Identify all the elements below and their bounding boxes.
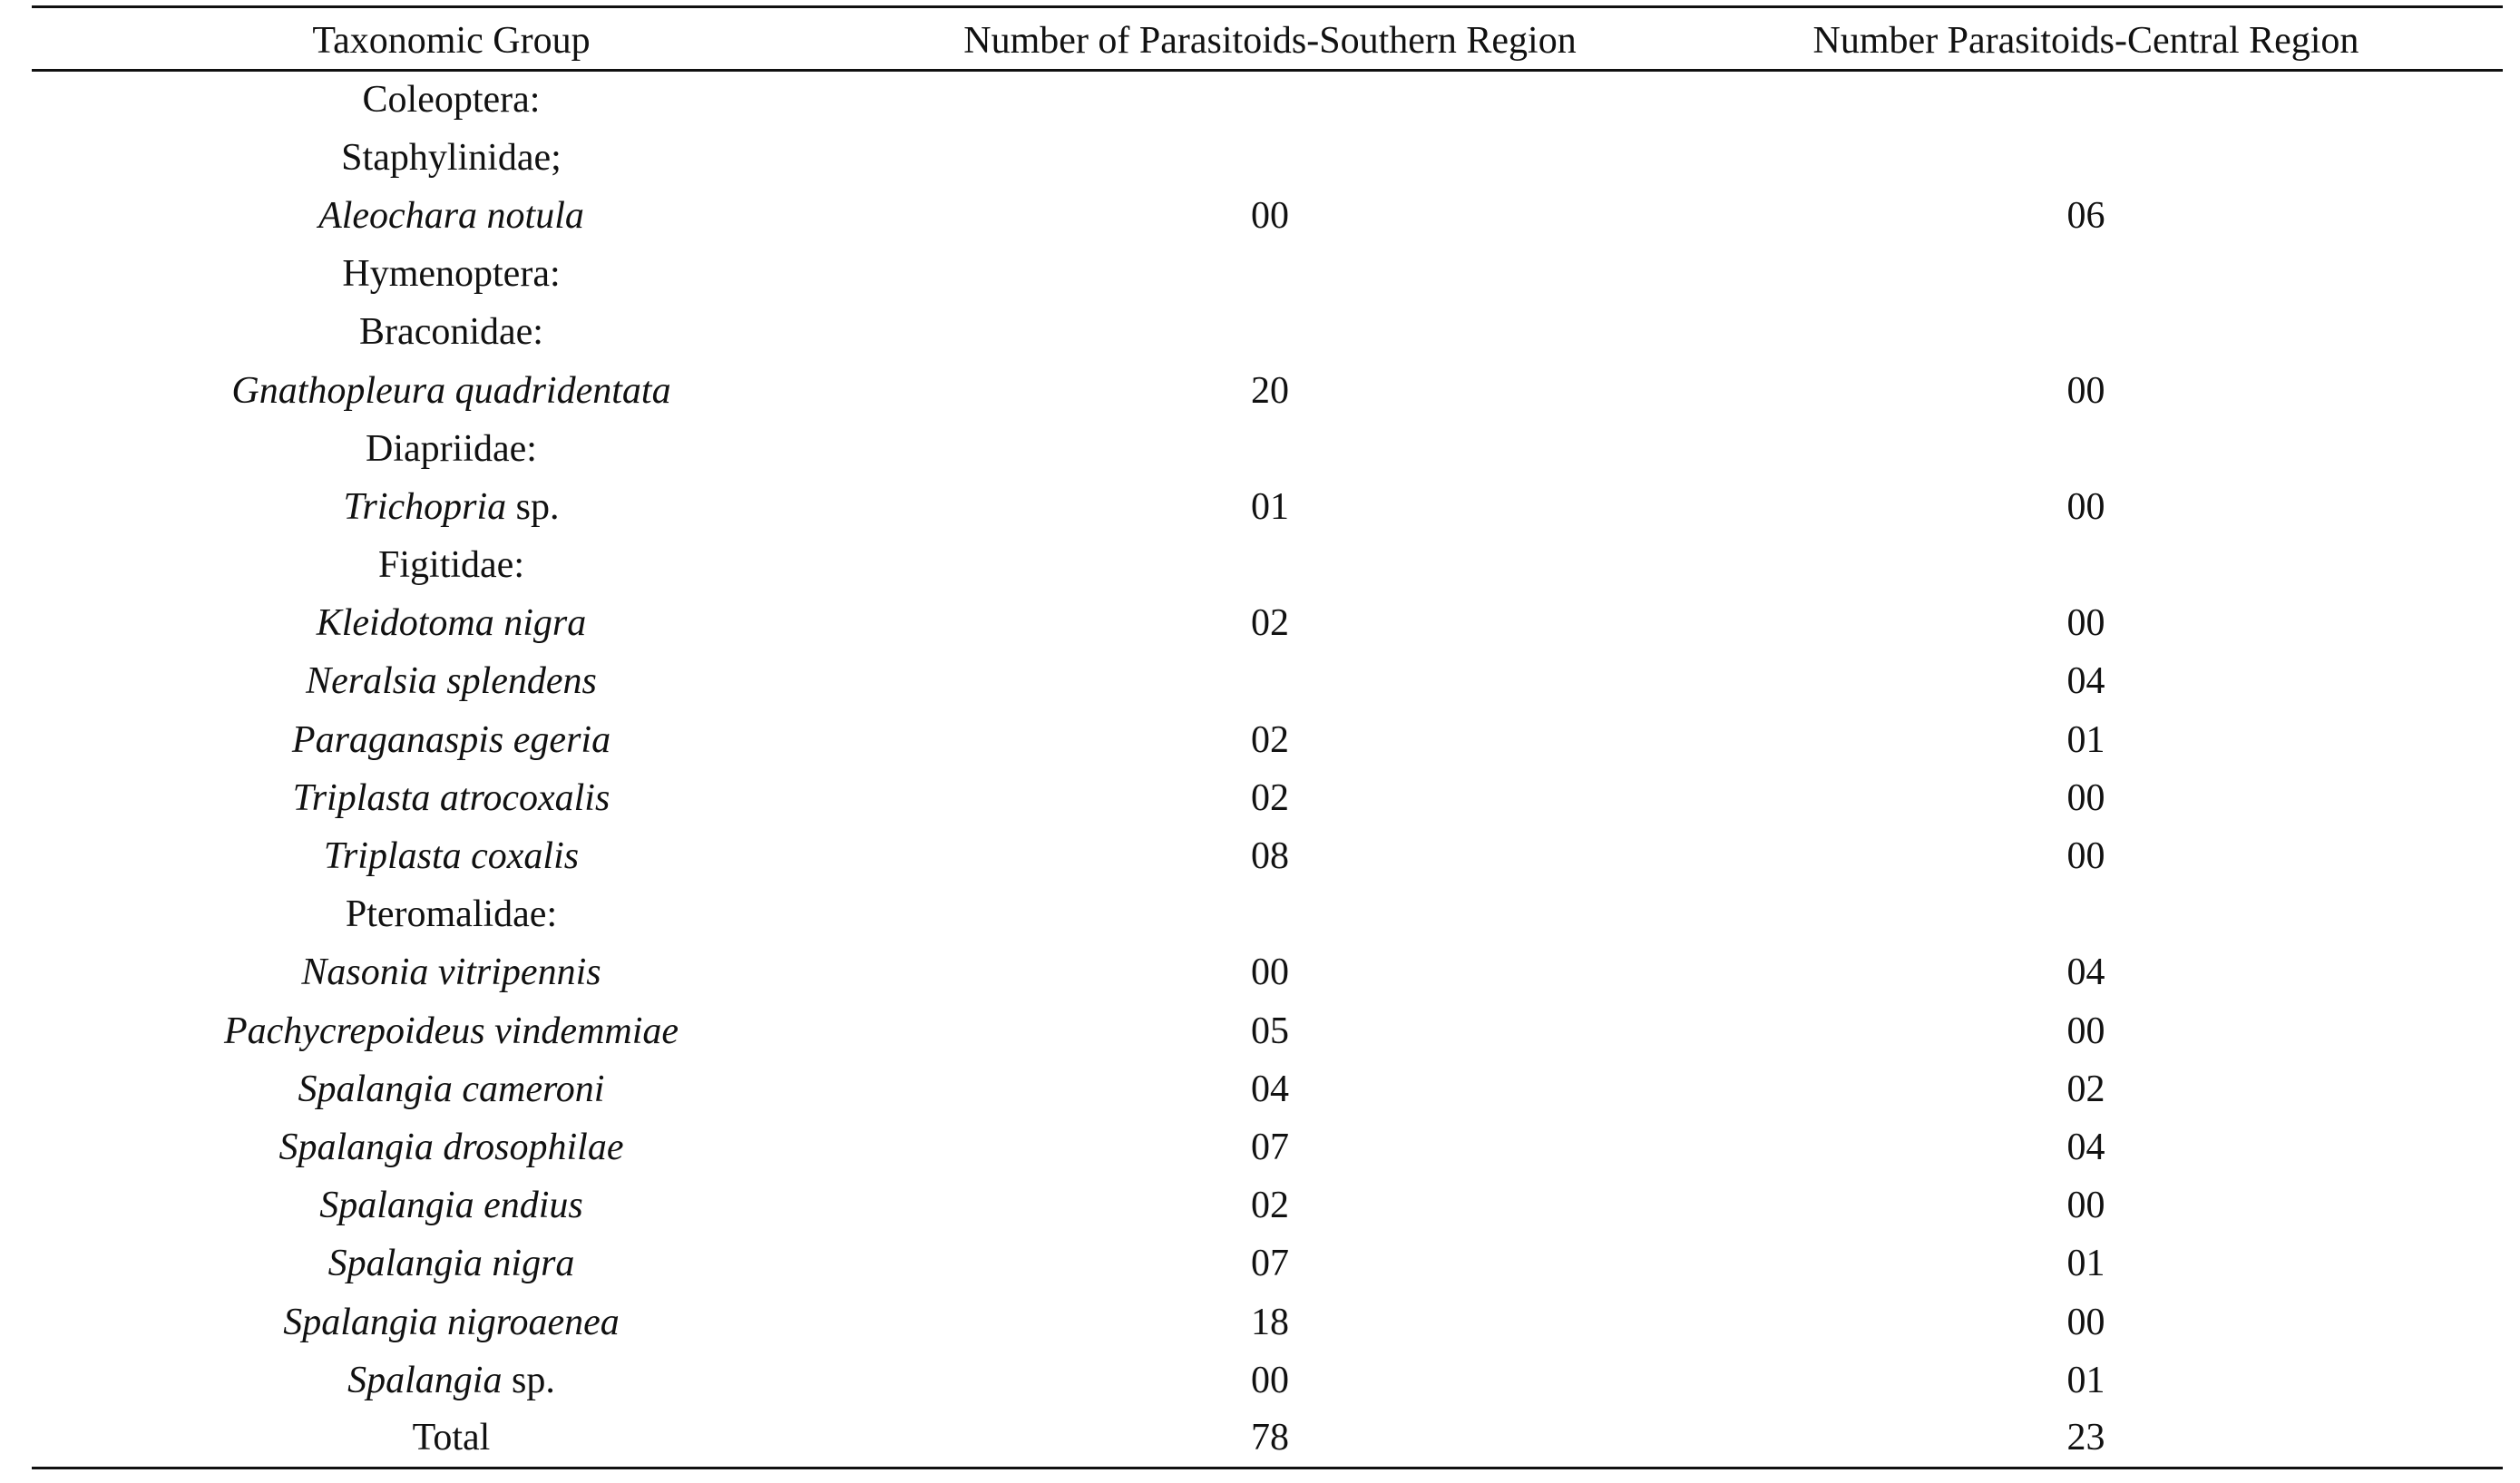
taxon-cell (32, 1002, 871, 1060)
species-name: Kleidotoma nigra (316, 602, 587, 645)
southern-count-cell: 07 (1251, 1126, 1289, 1168)
species-name: Trichopria (343, 485, 507, 528)
header-central-region: Number Parasitoids-Central Region (1669, 7, 2503, 71)
central-count-cell: 00 (2066, 1010, 2105, 1052)
central-count-cell (1669, 129, 2503, 187)
southern-count-cell: 78 (871, 1410, 1669, 1468)
central-count-cell: 23 (1669, 1410, 2503, 1468)
parasitoid-table (32, 5, 2503, 1469)
taxon-cell (32, 420, 871, 478)
central-count-cell: 04 (2066, 1126, 2105, 1168)
southern-count-cell: 07 (1251, 1243, 1289, 1285)
table-row (32, 1293, 2503, 1351)
central-count-cell: 00 (2066, 776, 2105, 819)
table-row (32, 245, 2503, 303)
species-name: Gnathopleura quadridentata (231, 369, 671, 412)
southern-count-cell: 02 (1251, 602, 1289, 645)
table-body (32, 71, 2503, 1468)
table-row (32, 1176, 2503, 1234)
species-name: Nasonia vitripennis (301, 951, 601, 994)
taxon-cell (32, 361, 871, 419)
southern-count-cell (871, 652, 1669, 710)
taxon-group-label: Diapriidae: (366, 427, 537, 470)
southern-count-cell (871, 129, 1669, 187)
taxon-cell (32, 1060, 871, 1118)
species-name: Aleochara notula (318, 194, 584, 237)
taxon-cell (32, 652, 871, 710)
southern-count-cell: 20 (1251, 369, 1289, 412)
southern-count-cell: 02 (1251, 718, 1289, 761)
header-taxonomic-group: Taxonomic Group (32, 7, 871, 71)
southern-count-cell (871, 245, 1669, 303)
taxon-cell (32, 1118, 871, 1176)
species-suffix: sp. (502, 1359, 555, 1401)
species-name: Spalangia cameroni (298, 1068, 605, 1110)
taxon-cell (32, 1351, 871, 1410)
central-count-cell: 00 (2066, 1301, 2105, 1343)
table-header (32, 7, 2503, 71)
taxon-cell (32, 885, 871, 943)
central-count-cell: 01 (2066, 1359, 2105, 1401)
southern-count-cell (871, 536, 1669, 594)
table-row (32, 478, 2503, 536)
central-count-cell (1669, 536, 2503, 594)
table-row (32, 1410, 2503, 1468)
central-count-cell: 00 (2066, 1185, 2105, 1227)
southern-count-cell: 00 (1251, 194, 1289, 237)
southern-count-cell: 18 (1251, 1301, 1289, 1343)
species-name: Triplasta coxalis (323, 835, 580, 878)
species-suffix: sp. (506, 485, 560, 528)
southern-count-cell: 05 (1251, 1010, 1289, 1052)
table-row (32, 187, 2503, 245)
central-count-cell (1669, 420, 2503, 478)
southern-count-cell: 08 (1251, 835, 1289, 878)
taxon-cell (32, 594, 871, 652)
taxon-cell (32, 129, 871, 187)
taxon-group-label: Braconidae: (359, 311, 543, 354)
taxon-cell (32, 827, 871, 885)
table-row (32, 769, 2503, 827)
species-name: Paraganaspis egeria (291, 718, 611, 761)
taxon-cell (32, 245, 871, 303)
taxon-cell (32, 536, 871, 594)
table-row (32, 711, 2503, 769)
species-name: Pachycrepoideus vindemmiae (223, 1010, 679, 1052)
taxon-cell (32, 943, 871, 1001)
table-row (32, 420, 2503, 478)
southern-count-cell: 01 (1251, 485, 1289, 528)
southern-count-cell: 04 (1251, 1068, 1289, 1110)
table-row (32, 885, 2503, 943)
species-name: Spalangia nigra (327, 1243, 575, 1285)
header-row (32, 7, 2503, 71)
taxon-group-label: Figitidae: (378, 544, 524, 587)
taxon-group-label: Staphylinidae; (341, 136, 562, 179)
taxon-group-label: Pteromalidae: (345, 893, 558, 936)
species-name: Triplasta atrocoxalis (292, 776, 610, 819)
table-row (32, 303, 2503, 361)
table-row (32, 594, 2503, 652)
southern-count-cell: 02 (1251, 776, 1289, 819)
central-count-cell: 00 (2066, 835, 2105, 878)
central-count-cell (1669, 245, 2503, 303)
southern-count-cell (871, 71, 1669, 129)
taxon-cell (32, 711, 871, 769)
table-row (32, 1118, 2503, 1176)
taxon-cell (32, 71, 871, 129)
taxon-cell (32, 1176, 871, 1234)
table-row (32, 652, 2503, 710)
southern-count-cell (871, 885, 1669, 943)
header-southern-region: Number of Parasitoids-Southern Region (871, 7, 1669, 71)
table-row (32, 361, 2503, 419)
taxon-cell (32, 1293, 871, 1351)
taxon-group-label: Coleoptera: (362, 79, 541, 122)
southern-count-cell: 02 (1251, 1185, 1289, 1227)
taxon-group-label: Total (412, 1417, 491, 1459)
species-name: Spalangia nigroaenea (283, 1301, 620, 1343)
table-row (32, 71, 2503, 129)
table-row (32, 129, 2503, 187)
species-name: Spalangia (347, 1359, 503, 1401)
central-count-cell: 00 (2066, 485, 2105, 528)
table-row (32, 536, 2503, 594)
taxon-cell (32, 187, 871, 245)
southern-count-cell: 00 (1251, 1359, 1289, 1401)
taxon-cell (32, 1234, 871, 1293)
table-row (32, 827, 2503, 885)
central-count-cell: 01 (2066, 718, 2105, 761)
table-row (32, 1351, 2503, 1410)
table-row (32, 1060, 2503, 1118)
table-row (32, 943, 2503, 1001)
central-count-cell (1669, 885, 2503, 943)
central-count-cell (1669, 71, 2503, 129)
central-count-cell: 04 (2066, 660, 2105, 703)
central-count-cell: 06 (2066, 194, 2105, 237)
table-row (32, 1002, 2503, 1060)
species-name: Spalangia drosophilae (278, 1126, 624, 1168)
taxon-group-label: Hymenoptera: (342, 253, 561, 296)
species-name: Spalangia endius (319, 1185, 583, 1227)
southern-count-cell (871, 420, 1669, 478)
central-count-cell: 00 (2066, 369, 2105, 412)
taxon-cell (32, 303, 871, 361)
central-count-cell: 00 (2066, 602, 2105, 645)
taxon-cell (32, 478, 871, 536)
table-row (32, 1234, 2503, 1293)
central-count-cell: 04 (2066, 951, 2105, 994)
southern-count-cell: 00 (1251, 951, 1289, 994)
central-count-cell (1669, 303, 2503, 361)
central-count-cell: 01 (2066, 1243, 2105, 1285)
taxon-cell (32, 769, 871, 827)
southern-count-cell (871, 303, 1669, 361)
central-count-cell: 02 (2066, 1068, 2105, 1110)
taxon-cell (32, 1410, 871, 1468)
species-name: Neralsia splendens (306, 660, 597, 703)
